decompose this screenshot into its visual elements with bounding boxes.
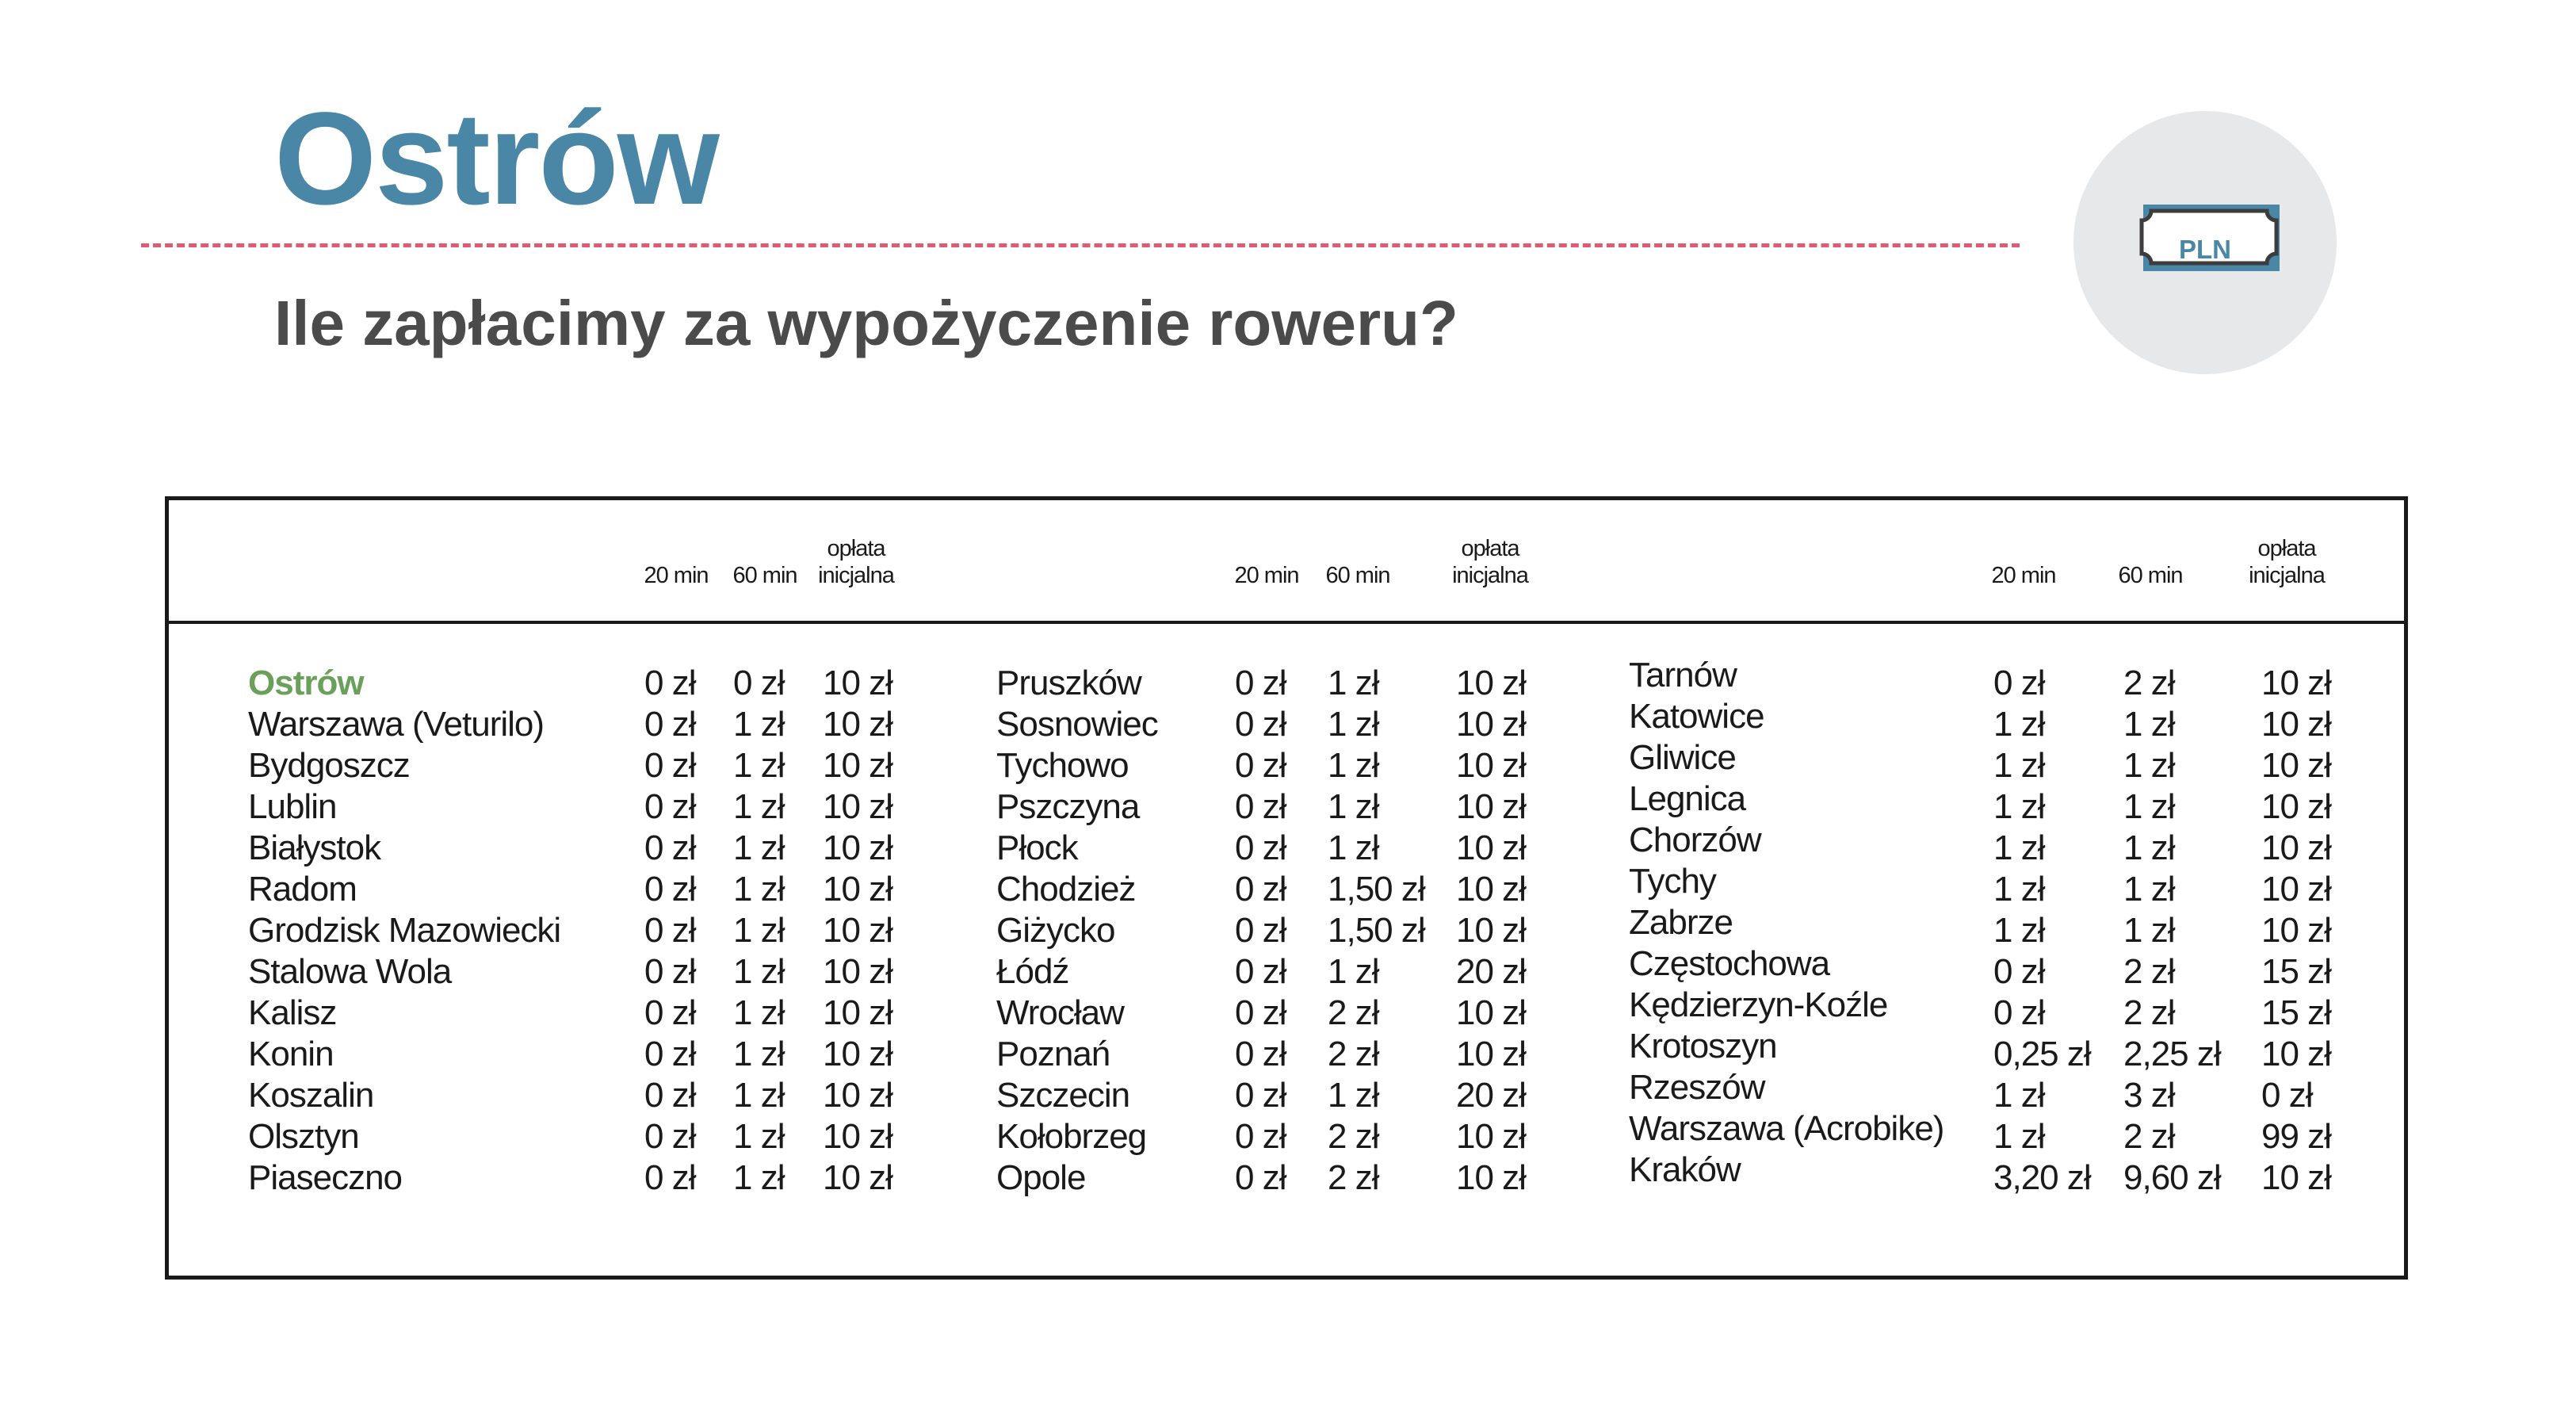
initial-fee: 10 zł: [823, 664, 892, 702]
price-60min: 1 zł: [2123, 828, 2175, 867]
price-20min: 0 zł: [644, 1035, 696, 1073]
header-60min: 60 min: [732, 563, 797, 588]
initial-fee: 10 zł: [823, 746, 892, 785]
header-fee-line1: opłata: [827, 536, 885, 561]
initial-fee: 10 zł: [1456, 993, 1526, 1032]
initial-fee: 10 zł: [1456, 911, 1526, 950]
price-20min: 0 zł: [1235, 828, 1286, 867]
price-20min: 1 zł: [1993, 746, 2045, 785]
city-name: Stalowa Wola: [248, 952, 452, 991]
city-name: Gliwice: [1629, 738, 1736, 777]
price-60min: 2,25 zł: [2123, 1035, 2221, 1073]
initial-fee: 10 zł: [2261, 911, 2331, 950]
price-20min: 0 zł: [1235, 911, 1286, 950]
price-20min: 3,20 zł: [1993, 1158, 2091, 1197]
table-row: [169, 862, 2404, 910]
price-60min: 1 zł: [2123, 911, 2175, 950]
header-20min: 20 min: [644, 563, 709, 588]
price-60min: 1,50 zł: [1328, 870, 1425, 909]
price-20min: 1 zł: [1993, 1117, 2045, 1156]
city-name: Poznań: [996, 1035, 1110, 1073]
header-fee-line2: inicjalna: [818, 563, 894, 588]
city-name: Kędzierzyn-Koźle: [1629, 985, 1888, 1024]
price-20min: 0 zł: [644, 870, 696, 909]
price-20min: 0 zł: [644, 705, 696, 744]
price-20min: 0 zł: [644, 1076, 696, 1115]
table-row: [169, 1109, 2404, 1157]
initial-fee: 10 zł: [1456, 1158, 1526, 1197]
price-table: [165, 496, 2408, 1280]
price-20min: 0 zł: [644, 952, 696, 991]
price-20min: 0 zł: [1235, 870, 1286, 909]
price-20min: 1 zł: [1993, 1076, 2045, 1115]
price-20min: 1 zł: [1993, 911, 2045, 950]
table-row: [169, 1027, 2404, 1075]
city-name: Opole: [996, 1158, 1086, 1197]
price-20min: 0 zł: [644, 1158, 696, 1197]
city-name: Tychowo: [996, 746, 1129, 785]
price-60min: 1 zł: [1328, 746, 1379, 785]
initial-fee: 10 zł: [823, 705, 892, 744]
initial-fee: 10 zł: [2261, 828, 2331, 867]
header-20min: 20 min: [1234, 563, 1299, 588]
currency-label: PLN: [2179, 235, 2231, 264]
price-20min: 0 zł: [1235, 993, 1286, 1032]
price-60min: 2 zł: [1328, 1035, 1379, 1073]
price-20min: 0 zł: [1235, 705, 1286, 744]
city-name: Płock: [996, 828, 1078, 867]
city-name: Kalisz: [248, 993, 337, 1032]
price-60min: 2 zł: [2123, 952, 2175, 991]
price-60min: 1 zł: [1328, 828, 1379, 867]
price-60min: 1 zł: [2123, 787, 2175, 826]
city-name: Warszawa (Veturilo): [248, 705, 545, 744]
header-20min: 20 min: [1991, 563, 2056, 588]
price-60min: 1 zł: [733, 993, 785, 1032]
city-name: Szczecin: [996, 1076, 1130, 1115]
price-20min: 0 zł: [644, 911, 696, 950]
city-name: Łódź: [996, 952, 1069, 991]
price-20min: 0 zł: [1235, 952, 1286, 991]
city-name: Chorzów: [1629, 821, 1761, 859]
initial-fee: 10 zł: [1456, 746, 1526, 785]
price-20min: 0 zł: [1993, 664, 2045, 702]
city-name: Lublin: [248, 787, 337, 826]
price-20min: 0 zł: [644, 787, 696, 826]
price-60min: 2 zł: [1328, 993, 1379, 1032]
header-fee-line2: inicjalna: [1452, 563, 1528, 588]
city-name: Chodzież: [996, 870, 1136, 909]
table-row: [169, 821, 2404, 869]
table-row: [169, 985, 2404, 1034]
price-60min: 1 zł: [733, 1035, 785, 1073]
city-name: Sosnowiec: [996, 705, 1158, 744]
price-20min: 1 zł: [1993, 828, 2045, 867]
price-20min: 0 zł: [1235, 1158, 1286, 1197]
city-name: Tychy: [1629, 862, 1716, 901]
initial-fee: 10 zł: [823, 1076, 892, 1115]
price-60min: 2 zł: [2123, 1117, 2175, 1156]
page-title: Ostrów: [274, 86, 718, 232]
initial-fee: 10 zł: [1456, 705, 1526, 744]
table-row: [169, 1068, 2404, 1116]
city-name: Kołobrzeg: [996, 1117, 1147, 1156]
table-row: [169, 656, 2404, 704]
price-60min: 1 zł: [1328, 1076, 1379, 1115]
table-row: [169, 697, 2404, 745]
price-20min: 0 zł: [644, 746, 696, 785]
price-60min: 0 zł: [733, 664, 785, 702]
price-20min: 0 zł: [644, 828, 696, 867]
header-fee-line1: opłata: [2257, 536, 2316, 561]
price-60min: 1 zł: [1328, 952, 1379, 991]
initial-fee: 20 zł: [1456, 1076, 1526, 1115]
initial-fee: 10 zł: [823, 828, 892, 867]
price-20min: 0 zł: [1993, 952, 2045, 991]
initial-fee: 10 zł: [1456, 787, 1526, 826]
price-60min: 1 zł: [733, 1117, 785, 1156]
price-20min: 0 zł: [1993, 993, 2045, 1032]
price-60min: 1 zł: [733, 870, 785, 909]
city-name: Rzeszów: [1629, 1068, 1765, 1107]
initial-fee: 10 zł: [1456, 828, 1526, 867]
city-name: Olsztyn: [248, 1117, 359, 1156]
price-60min: 1 zł: [733, 952, 785, 991]
header-60min: 60 min: [2118, 563, 2183, 588]
city-name: Radom: [248, 870, 357, 909]
initial-fee: 10 zł: [823, 1158, 892, 1197]
initial-fee: 10 zł: [823, 952, 892, 991]
initial-fee: 10 zł: [823, 1035, 892, 1073]
price-60min: 1 zł: [733, 1076, 785, 1115]
price-20min: 0 zł: [1235, 1076, 1286, 1115]
city-name: Grodzisk Mazowiecki: [248, 911, 561, 950]
table-row: [169, 1150, 2404, 1199]
price-60min: 1,50 zł: [1328, 911, 1425, 950]
price-60min: 1 zł: [2123, 746, 2175, 785]
initial-fee: 0 zł: [2261, 1076, 2313, 1115]
header-separator: [169, 621, 2404, 624]
initial-fee: 10 zł: [2261, 746, 2331, 785]
price-60min: 2 zł: [2123, 993, 2175, 1032]
initial-fee: 10 zł: [823, 993, 892, 1032]
city-name: Ostrów: [248, 664, 364, 702]
city-name: Wrocław: [996, 993, 1124, 1032]
price-60min: 1 zł: [733, 705, 785, 744]
initial-fee: 10 zł: [2261, 870, 2331, 909]
price-60min: 1 zł: [733, 1158, 785, 1197]
city-name: Katowice: [1629, 697, 1764, 736]
price-20min: 0 zł: [644, 1117, 696, 1156]
city-name: Kraków: [1629, 1150, 1741, 1189]
city-name: Tarnów: [1629, 656, 1737, 694]
initial-fee: 99 zł: [2261, 1117, 2331, 1156]
city-name: Białystok: [248, 828, 381, 867]
header-60min: 60 min: [1325, 563, 1390, 588]
table-row: [169, 903, 2404, 951]
currency-badge: [2073, 111, 2337, 374]
price-20min: 0 zł: [1235, 1117, 1286, 1156]
price-20min: 0 zł: [644, 993, 696, 1032]
city-name: Konin: [248, 1035, 334, 1073]
price-60min: 1 zł: [1328, 664, 1379, 702]
price-20min: 0 zł: [644, 664, 696, 702]
city-name: Krotoszyn: [1629, 1027, 1777, 1065]
price-20min: 1 zł: [1993, 705, 2045, 744]
table-row: [169, 779, 2404, 828]
price-20min: 0 zł: [1235, 1035, 1286, 1073]
initial-fee: 10 zł: [823, 870, 892, 909]
price-60min: 1 zł: [733, 911, 785, 950]
initial-fee: 10 zł: [2261, 1035, 2331, 1073]
price-60min: 9,60 zł: [2123, 1158, 2221, 1197]
price-60min: 1 zł: [733, 787, 785, 826]
price-20min: 0,25 zł: [1993, 1035, 2091, 1073]
city-name: Pruszków: [996, 664, 1141, 702]
initial-fee: 15 zł: [2261, 952, 2331, 991]
header-fee-line2: inicjalna: [2249, 563, 2325, 588]
price-60min: 2 zł: [1328, 1158, 1379, 1197]
price-20min: 1 zł: [1993, 870, 2045, 909]
city-name: Giżycko: [996, 911, 1115, 950]
price-60min: 1 zł: [1328, 787, 1379, 826]
dotted-divider: [141, 243, 2020, 247]
city-name: Koszalin: [248, 1076, 374, 1115]
price-60min: 1 zł: [733, 828, 785, 867]
city-name: Częstochowa: [1629, 944, 1830, 983]
price-60min: 1 zł: [733, 746, 785, 785]
city-name: Warszawa (Acrobike): [1629, 1109, 1944, 1148]
price-20min: 0 zł: [1235, 787, 1286, 826]
price-60min: 2 zł: [1328, 1117, 1379, 1156]
city-name: Zabrze: [1629, 903, 1733, 942]
initial-fee: 10 zł: [823, 911, 892, 950]
initial-fee: 10 zł: [2261, 664, 2331, 702]
table-row: [169, 944, 2404, 993]
initial-fee: 10 zł: [2261, 787, 2331, 826]
price-20min: 1 zł: [1993, 787, 2045, 826]
price-60min: 1 zł: [2123, 870, 2175, 909]
price-20min: 0 zł: [1235, 664, 1286, 702]
initial-fee: 10 zł: [2261, 1158, 2331, 1197]
table-row: [169, 738, 2404, 786]
city-name: Legnica: [1629, 779, 1746, 818]
city-name: Pszczyna: [996, 787, 1140, 826]
price-60min: 1 zł: [2123, 705, 2175, 744]
initial-fee: 10 zł: [1456, 1117, 1526, 1156]
price-60min: 2 zł: [2123, 664, 2175, 702]
initial-fee: 20 zł: [1456, 952, 1526, 991]
initial-fee: 10 zł: [2261, 705, 2331, 744]
page-subtitle: Ile zapłacimy za wypożyczenie roweru?: [274, 288, 1458, 358]
price-20min: 0 zł: [1235, 746, 1286, 785]
initial-fee: 10 zł: [823, 1117, 892, 1156]
city-name: Piaseczno: [248, 1158, 403, 1197]
initial-fee: 10 zł: [1456, 870, 1526, 909]
initial-fee: 10 zł: [823, 787, 892, 826]
city-name: Bydgoszcz: [248, 746, 410, 785]
price-60min: 3 zł: [2123, 1076, 2175, 1115]
initial-fee: 10 zł: [1456, 664, 1526, 702]
initial-fee: 10 zł: [1456, 1035, 1526, 1073]
initial-fee: 15 zł: [2261, 993, 2331, 1032]
header-fee-line1: opłata: [1461, 536, 1519, 561]
price-60min: 1 zł: [1328, 705, 1379, 744]
